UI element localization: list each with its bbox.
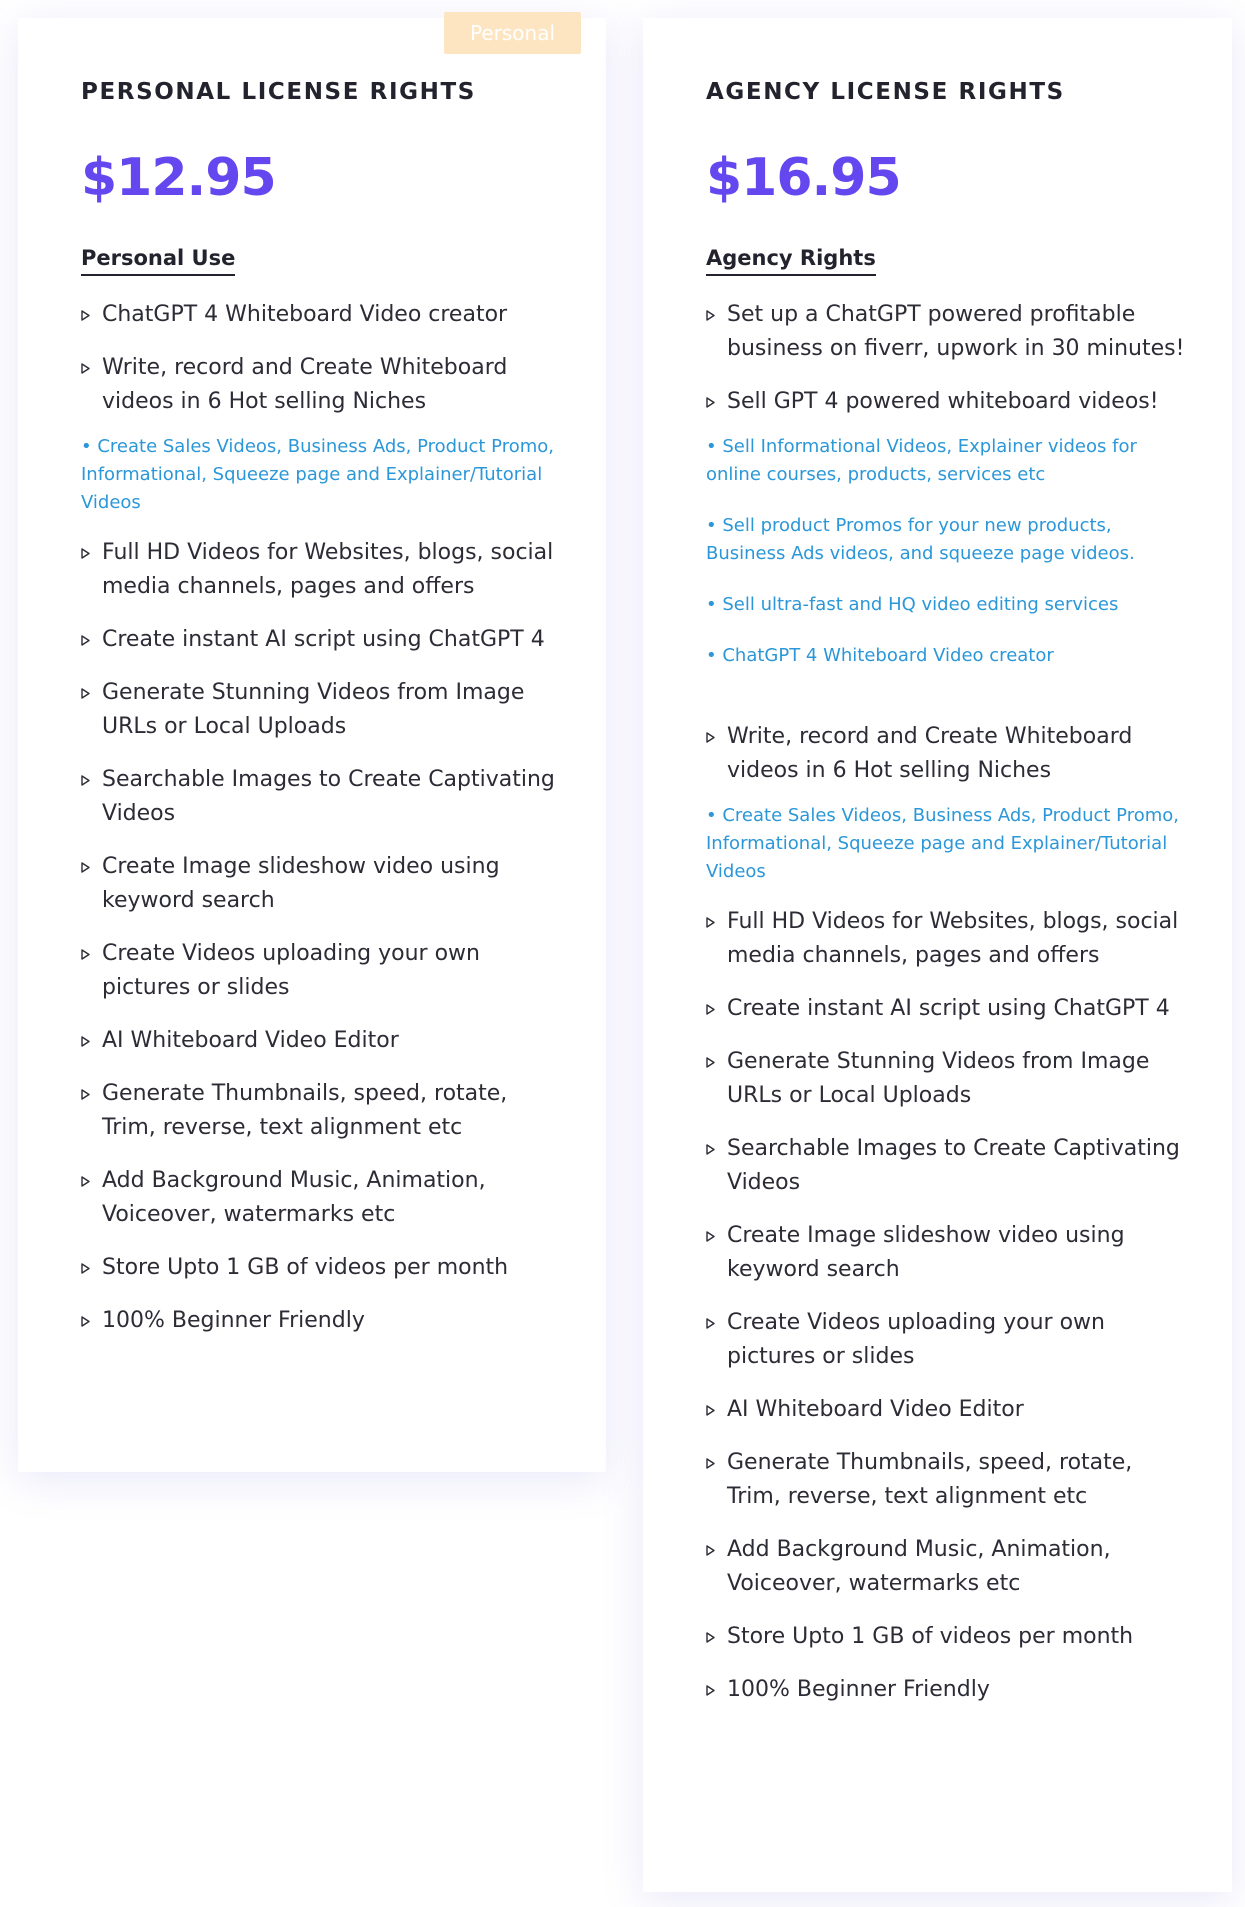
feature-text: Full HD Videos for Websites, blogs, social media channels, pages and offers bbox=[727, 909, 1179, 968]
feature-text: Create instant AI script using ChatGPT 4 bbox=[727, 996, 1170, 1021]
feature-item bbox=[706, 1620, 1187, 1654]
triangle-bullet-icon bbox=[706, 1318, 715, 1329]
feature-item bbox=[706, 992, 1187, 1026]
triangle-bullet-icon bbox=[706, 1685, 715, 1696]
feature-item bbox=[81, 1164, 561, 1232]
feature-text: Searchable Images to Create Captivating Videos bbox=[102, 767, 555, 826]
feature-text: Write, record and Create Whiteboard videos in 6 Hot selling Niches bbox=[727, 724, 1133, 783]
personal-price: $12.95 bbox=[81, 148, 276, 208]
feature-text: AI Whiteboard Video Editor bbox=[727, 1397, 1024, 1422]
triangle-bullet-icon bbox=[81, 635, 90, 646]
triangle-bullet-icon bbox=[706, 1458, 715, 1469]
triangle-bullet-icon bbox=[81, 1089, 90, 1100]
feature-item bbox=[706, 1132, 1187, 1200]
agency-price: $16.95 bbox=[706, 148, 901, 208]
feature-text: Store Upto 1 GB of videos per month bbox=[727, 1624, 1134, 1649]
feature-item bbox=[706, 1673, 1187, 1707]
triangle-bullet-icon bbox=[81, 949, 90, 960]
feature-text: Create Image slideshow video using keyword search bbox=[102, 854, 500, 913]
triangle-bullet-icon bbox=[81, 1263, 90, 1274]
personal-tag-badge: Personal bbox=[444, 12, 581, 54]
feature-item bbox=[81, 351, 561, 419]
feature-text: Generate Stunning Videos from Image URLs or Local Uploads bbox=[102, 680, 525, 739]
feature-text: Generate Stunning Videos from Image URLs or Local Uploads bbox=[727, 1049, 1150, 1108]
feature-text: Add Background Music, Animation, Voiceover, watermarks etc bbox=[102, 1168, 486, 1227]
feature-item bbox=[706, 385, 1187, 419]
feature-item bbox=[81, 676, 561, 744]
feature-item bbox=[706, 1533, 1187, 1601]
feature-text: Create instant AI script using ChatGPT 4 bbox=[102, 627, 545, 652]
feature-text: ChatGPT 4 Whiteboard Video creator bbox=[102, 302, 508, 327]
triangle-bullet-icon bbox=[81, 1036, 90, 1047]
feature-item bbox=[706, 298, 1187, 366]
feature-note: • Sell product Promos for your new products, Business Ads videos, and squeeze page videos. bbox=[706, 515, 1135, 564]
triangle-bullet-icon bbox=[81, 363, 90, 374]
feature-text: Create Videos uploading your own pictures or slides bbox=[102, 941, 480, 1000]
feature-note: • Sell Informational Videos, Explainer videos for online courses, products, services etc bbox=[706, 436, 1137, 485]
feature-item bbox=[706, 1446, 1187, 1514]
agency-use-label: Agency Rights bbox=[706, 244, 876, 276]
feature-text: Write, record and Create Whiteboard videos in 6 Hot selling Niches bbox=[102, 355, 508, 414]
feature-text: Store Upto 1 GB of videos per month bbox=[102, 1255, 509, 1280]
personal-card-title: PERSONAL LICENSE RIGHTS bbox=[81, 79, 476, 105]
personal-feature-list bbox=[81, 298, 561, 1338]
feature-text: Sell GPT 4 powered whiteboard videos! bbox=[727, 389, 1159, 414]
triangle-bullet-icon bbox=[706, 1057, 715, 1068]
feature-item bbox=[706, 905, 1187, 973]
triangle-bullet-icon bbox=[81, 1316, 90, 1327]
feature-item bbox=[81, 623, 561, 657]
triangle-bullet-icon bbox=[706, 1004, 715, 1015]
agency-license-card bbox=[643, 18, 1232, 1892]
feature-text: Set up a ChatGPT powered profitable business on fiverr, upwork in 30 minutes! bbox=[727, 302, 1185, 361]
triangle-bullet-icon bbox=[81, 1176, 90, 1187]
feature-item bbox=[706, 1393, 1187, 1427]
feature-item bbox=[706, 1045, 1187, 1113]
triangle-bullet-icon bbox=[81, 775, 90, 786]
agency-feature-list bbox=[706, 298, 1187, 1707]
triangle-bullet-icon bbox=[706, 310, 715, 321]
triangle-bullet-icon bbox=[706, 917, 715, 928]
feature-text: 100% Beginner Friendly bbox=[102, 1308, 365, 1333]
feature-item bbox=[81, 937, 561, 1005]
triangle-bullet-icon bbox=[706, 1632, 715, 1643]
feature-item bbox=[81, 298, 561, 332]
triangle-bullet-icon bbox=[706, 1405, 715, 1416]
feature-item bbox=[81, 536, 561, 604]
feature-note: • Create Sales Videos, Business Ads, Product Promo, Informational, Squeeze page and Explainer/Tutorial Videos bbox=[81, 436, 554, 513]
feature-item bbox=[81, 763, 561, 831]
triangle-bullet-icon bbox=[81, 548, 90, 559]
feature-text: Add Background Music, Animation, Voiceover, watermarks etc bbox=[727, 1537, 1111, 1596]
feature-text: Create Image slideshow video using keyword search bbox=[727, 1223, 1125, 1282]
feature-text: Searchable Images to Create Captivating Videos bbox=[727, 1136, 1180, 1195]
triangle-bullet-icon bbox=[706, 397, 715, 408]
feature-text: Generate Thumbnails, speed, rotate, Trim, reverse, text alignment etc bbox=[102, 1081, 508, 1140]
feature-item bbox=[81, 1024, 561, 1058]
feature-text: 100% Beginner Friendly bbox=[727, 1677, 990, 1702]
feature-item bbox=[81, 850, 561, 918]
feature-item bbox=[81, 1304, 561, 1338]
feature-item bbox=[81, 1251, 561, 1285]
feature-item bbox=[706, 720, 1187, 788]
triangle-bullet-icon bbox=[81, 862, 90, 873]
feature-note: • Create Sales Videos, Business Ads, Product Promo, Informational, Squeeze page and Explainer/Tutorial Videos bbox=[706, 805, 1179, 882]
feature-item bbox=[706, 1219, 1187, 1287]
agency-card-title: AGENCY LICENSE RIGHTS bbox=[706, 79, 1065, 105]
personal-use-label: Personal Use bbox=[81, 244, 235, 276]
feature-note: • Sell ultra-fast and HQ video editing services bbox=[706, 594, 1119, 615]
personal-license-card bbox=[18, 18, 606, 1472]
feature-text: Generate Thumbnails, speed, rotate, Trim, reverse, text alignment etc bbox=[727, 1450, 1133, 1509]
feature-note: • ChatGPT 4 Whiteboard Video creator bbox=[706, 645, 1054, 666]
feature-text: Full HD Videos for Websites, blogs, social media channels, pages and offers bbox=[102, 540, 554, 599]
feature-item bbox=[706, 1306, 1187, 1374]
triangle-bullet-icon bbox=[706, 1545, 715, 1556]
triangle-bullet-icon bbox=[706, 1231, 715, 1242]
feature-item bbox=[81, 1077, 561, 1145]
feature-text: Create Videos uploading your own pictures or slides bbox=[727, 1310, 1105, 1369]
triangle-bullet-icon bbox=[706, 732, 715, 743]
feature-text: AI Whiteboard Video Editor bbox=[102, 1028, 399, 1053]
triangle-bullet-icon bbox=[81, 688, 90, 699]
triangle-bullet-icon bbox=[706, 1144, 715, 1155]
triangle-bullet-icon bbox=[81, 310, 90, 321]
